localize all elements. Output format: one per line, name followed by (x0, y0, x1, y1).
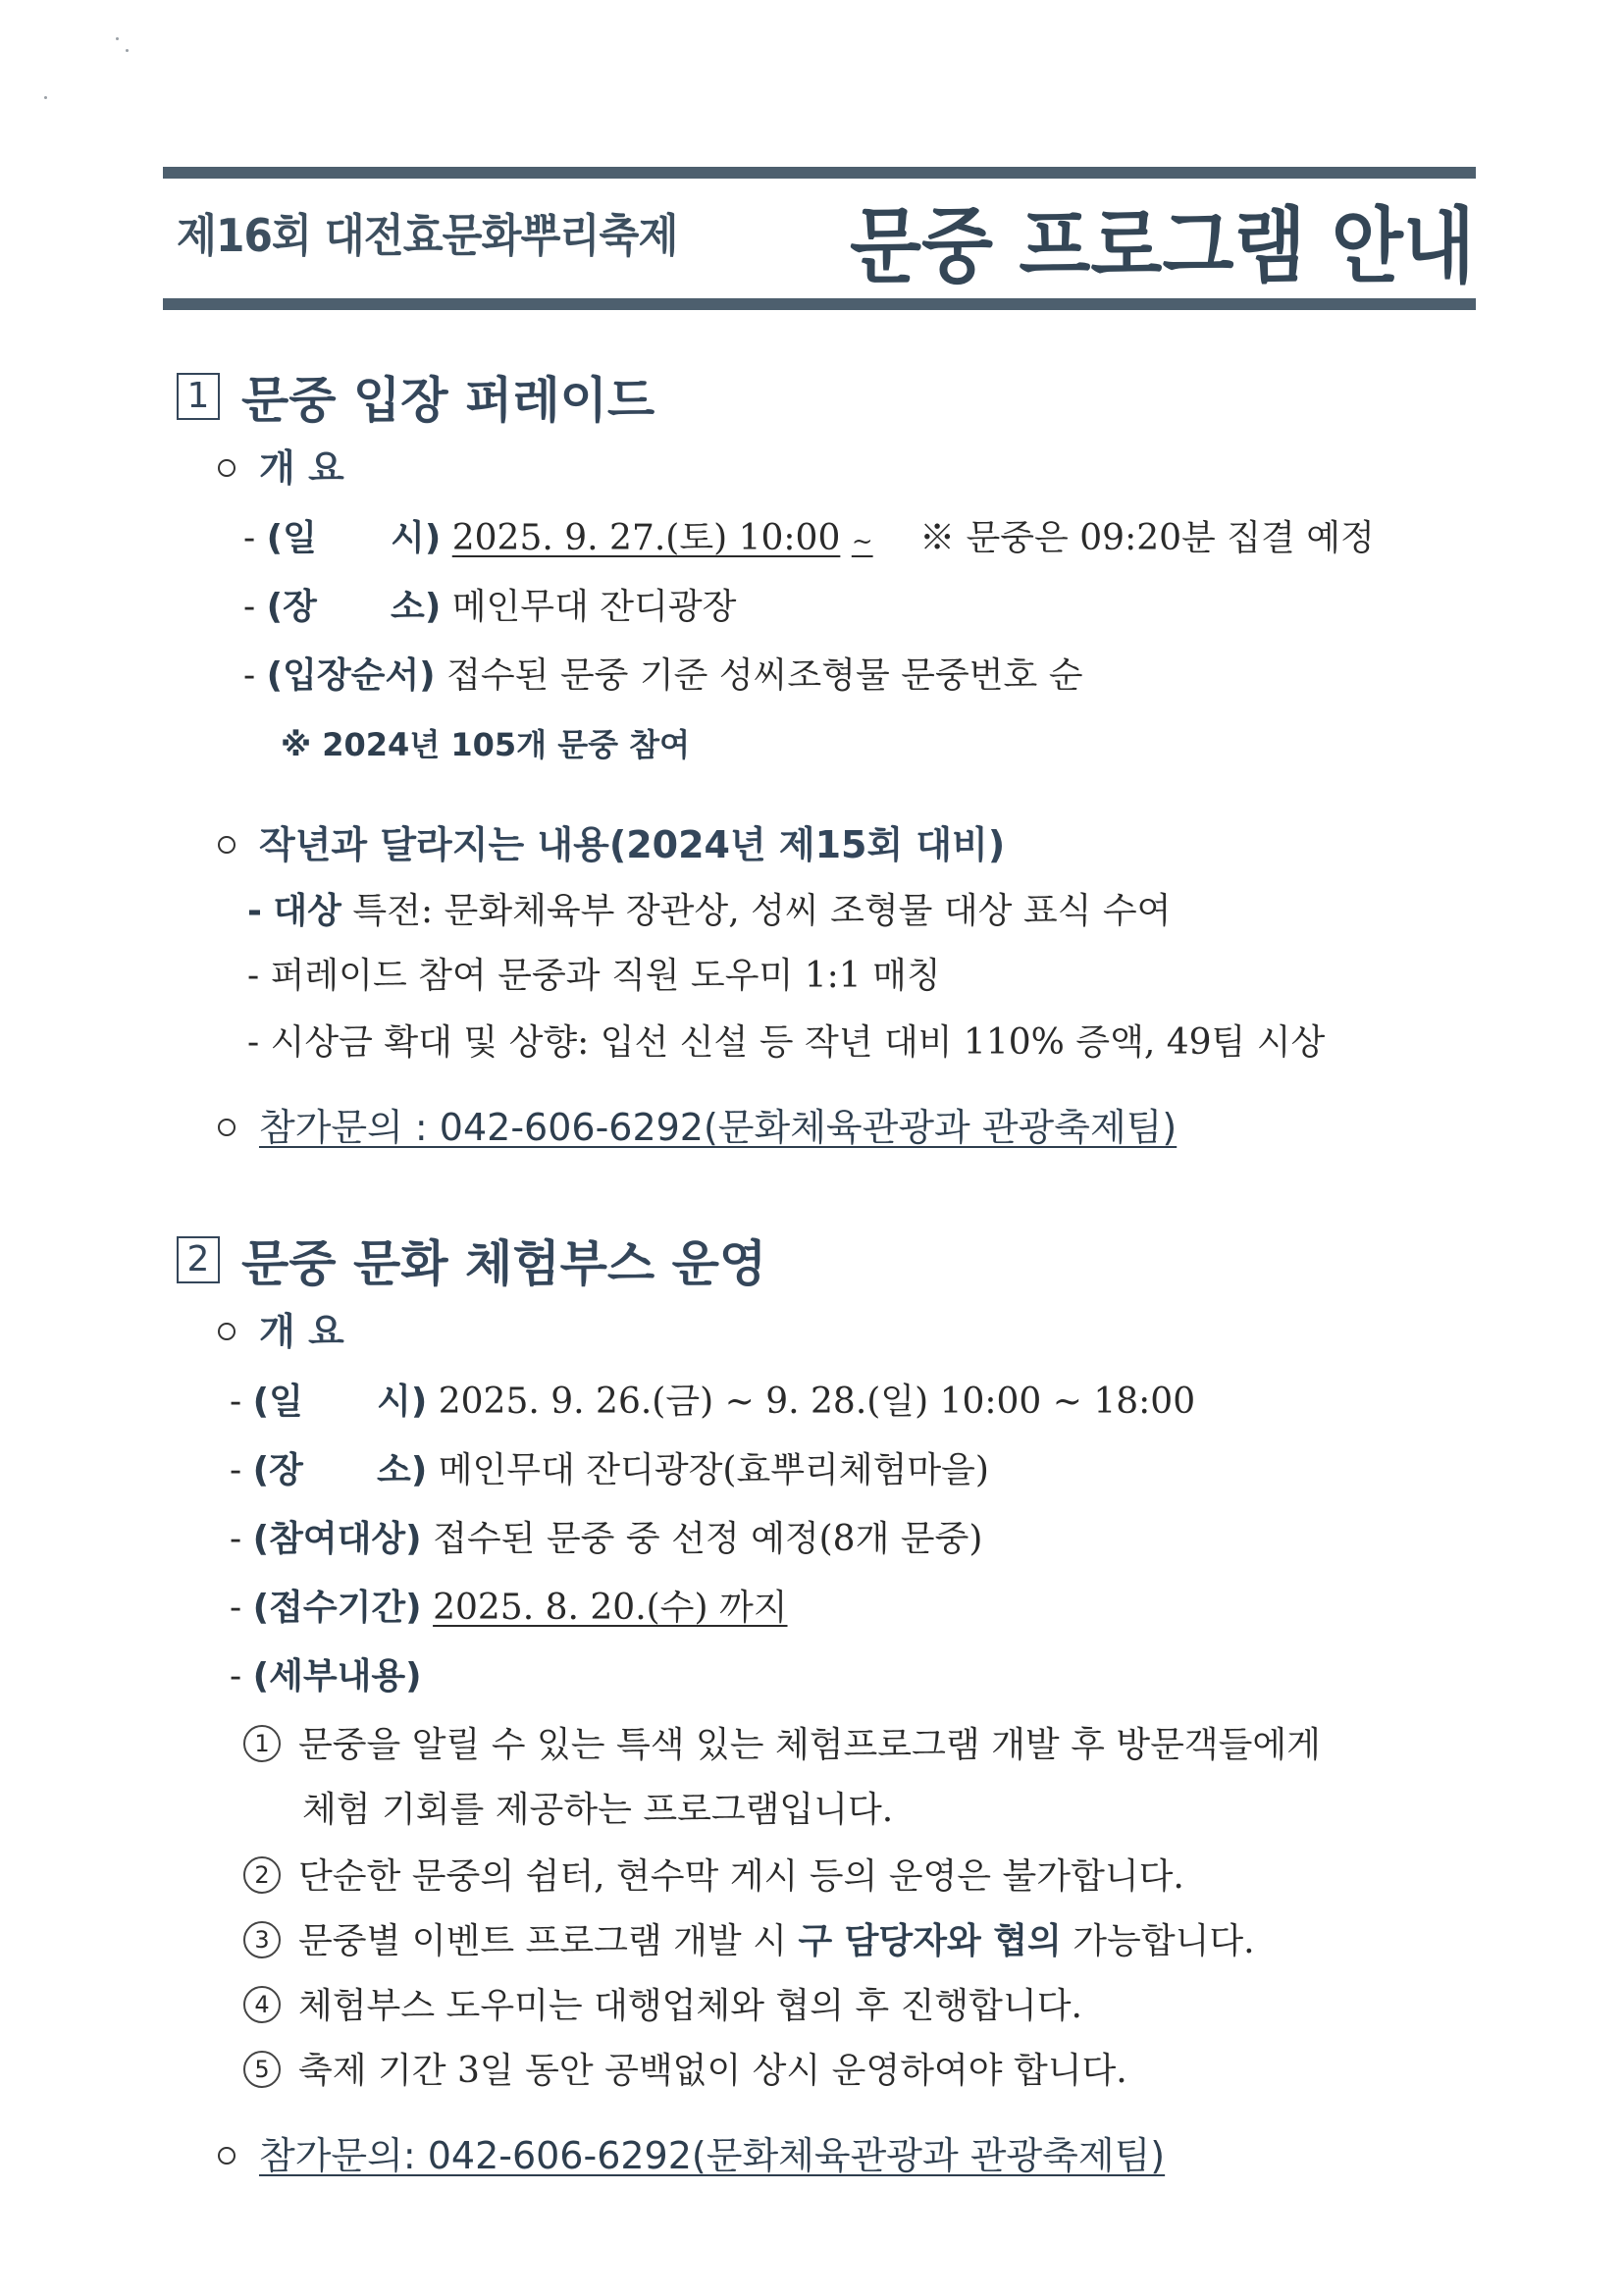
dash: - (230, 1656, 242, 1696)
circled-number: 4 (243, 1986, 281, 2023)
dash: - (243, 518, 256, 558)
date-value: 2025. 9. 26.(금) ~ 9. 28.(일) 10:00 ~ 18:00 (438, 1382, 1196, 1422)
gather-note: ※ 문중은 09:20분 집결 예정 (919, 518, 1375, 558)
place-value: 메인무대 잔디광장 (451, 587, 737, 627)
place-label: (장 소) (266, 587, 442, 627)
change-item (247, 948, 941, 998)
detail-bold: 구 담당자와 협의 (798, 1921, 1062, 1961)
changes-label: 작년과 달라지는 내용(2024년 제15회 대비) (259, 823, 1006, 866)
dash: - (243, 587, 256, 627)
page-title: 문중 프로그램 안내 (850, 198, 1475, 294)
overview-label: 개 요 (259, 1310, 344, 1353)
section2-number-box: 2 (177, 1236, 220, 1283)
circle-bullet-icon (218, 836, 236, 854)
dash: - (247, 956, 260, 996)
overview-label: 개 요 (259, 446, 344, 490)
target-label: (참여대상) (252, 1519, 422, 1559)
change-text: 시상금 확대 및 상향: 입선 신설 등 작년 대비 110% 증액, 49팀 시상 (270, 1022, 1326, 1063)
section1-title: 문중 입장 퍼레이드 (241, 372, 655, 429)
period-value: 2025. 8. 20.(수) 까지 (433, 1588, 788, 1628)
circled-number: 5 (243, 2051, 281, 2088)
dash: - (247, 891, 262, 931)
detail-item (243, 2043, 1127, 2093)
change-bold: 대상 (273, 891, 341, 931)
section2-title: 문중 문화 체험부스 운영 (241, 1235, 767, 1292)
place-label: (장 소) (252, 1450, 428, 1490)
order-value: 접수된 문중 기준 성씨조형물 문중번호 순 (446, 655, 1083, 696)
circled-number: 2 (243, 1856, 281, 1894)
circled-number: 3 (243, 1921, 281, 1958)
details-label: (세부내용) (252, 1656, 422, 1696)
section1-row-place (243, 579, 736, 629)
section2-overview (218, 1301, 344, 1355)
detail-item (243, 1978, 1082, 2028)
section1-row-date (243, 510, 1375, 560)
detail-text: 체험부스 도우미는 대행업체와 협의 후 진행합니다. (298, 1986, 1082, 2026)
title-banner (163, 167, 1476, 310)
period-label: (접수기간) (252, 1588, 422, 1628)
circle-bullet-icon (218, 1119, 236, 1136)
dash: - (230, 1588, 242, 1628)
detail-item (243, 1849, 1184, 1899)
detail-item (243, 1913, 1255, 1963)
change-text: 퍼레이드 참여 문중과 직원 도우미 1:1 매칭 (270, 956, 941, 996)
target-value: 접수된 문중 중 선정 예정(8개 문중) (433, 1519, 983, 1559)
scan-speck (44, 96, 47, 99)
participation-note: ※ 2024년 105개 문중 참여 (281, 726, 691, 763)
circle-bullet-icon (218, 2147, 236, 2165)
circle-bullet-icon (218, 459, 236, 477)
date-label: (일 시) (252, 1382, 428, 1422)
title-bottom-rule (163, 298, 1476, 310)
section1-row-order (243, 648, 1083, 698)
title-top-rule (163, 167, 1476, 179)
inquiry-text: 참가문의: 042-606-6292(문화체육관광과 관광축제팀) (259, 2134, 1166, 2177)
dash: - (247, 1022, 260, 1063)
change-text: 특전: 문화체육부 장관상, 성씨 조형물 대상 표식 수여 (352, 891, 1172, 931)
section2-row-target (230, 1511, 982, 1561)
order-label: (입장순서) (266, 655, 436, 696)
dash: - (230, 1450, 242, 1490)
section2-row-place (230, 1442, 989, 1492)
section1-heading (177, 361, 654, 432)
scan-speck (126, 49, 129, 52)
dash: - (243, 655, 256, 696)
section1-changes-heading (218, 814, 1005, 868)
circle-bullet-icon (218, 1323, 236, 1340)
festival-name: 제16회 대전효문화뿌리축제 (177, 209, 678, 262)
date-label: (일 시) (266, 518, 442, 558)
detail-item (243, 1717, 1321, 1767)
place-value: 메인무대 잔디광장(효뿌리체험마을) (438, 1450, 989, 1490)
detail-text-after: 가능합니다. (1073, 1921, 1255, 1961)
detail-text: 축제 기간 3일 동안 공백없이 상시 운영하여야 합니다. (298, 2051, 1127, 2091)
date-value: 2025. 9. 27.(토) 10:00 (451, 518, 841, 558)
section1-number-box: 1 (177, 373, 220, 420)
change-item (247, 1015, 1325, 1065)
section2-row-details (230, 1648, 422, 1698)
section2-inquiry (218, 2125, 1165, 2179)
detail-text: 단순한 문중의 쉼터, 현수막 게시 등의 운영은 불가합니다. (298, 1856, 1184, 1897)
inquiry-text: 참가문의 : 042-606-6292(문화체육관광과 관광축제팀) (259, 1106, 1178, 1149)
detail-text: 문중별 이벤트 프로그램 개발 시 (298, 1921, 787, 1961)
section2-row-period (230, 1580, 788, 1630)
date-suffix: ~ (851, 527, 873, 556)
detail-text: 문중을 알릴 수 있는 특색 있는 체험프로그램 개발 후 방문객들에게 (298, 1725, 1321, 1765)
section1-inquiry (218, 1097, 1177, 1151)
change-item (247, 883, 1171, 933)
section1-overview (218, 438, 344, 492)
circled-number: 1 (243, 1725, 281, 1762)
scan-speck (116, 37, 119, 40)
section2-row-date (230, 1374, 1195, 1424)
detail-item-continuation: 체험 기회를 제공하는 프로그램입니다. (302, 1790, 894, 1830)
dash: - (230, 1519, 242, 1559)
section2-heading (177, 1225, 766, 1295)
dash: - (230, 1382, 242, 1422)
